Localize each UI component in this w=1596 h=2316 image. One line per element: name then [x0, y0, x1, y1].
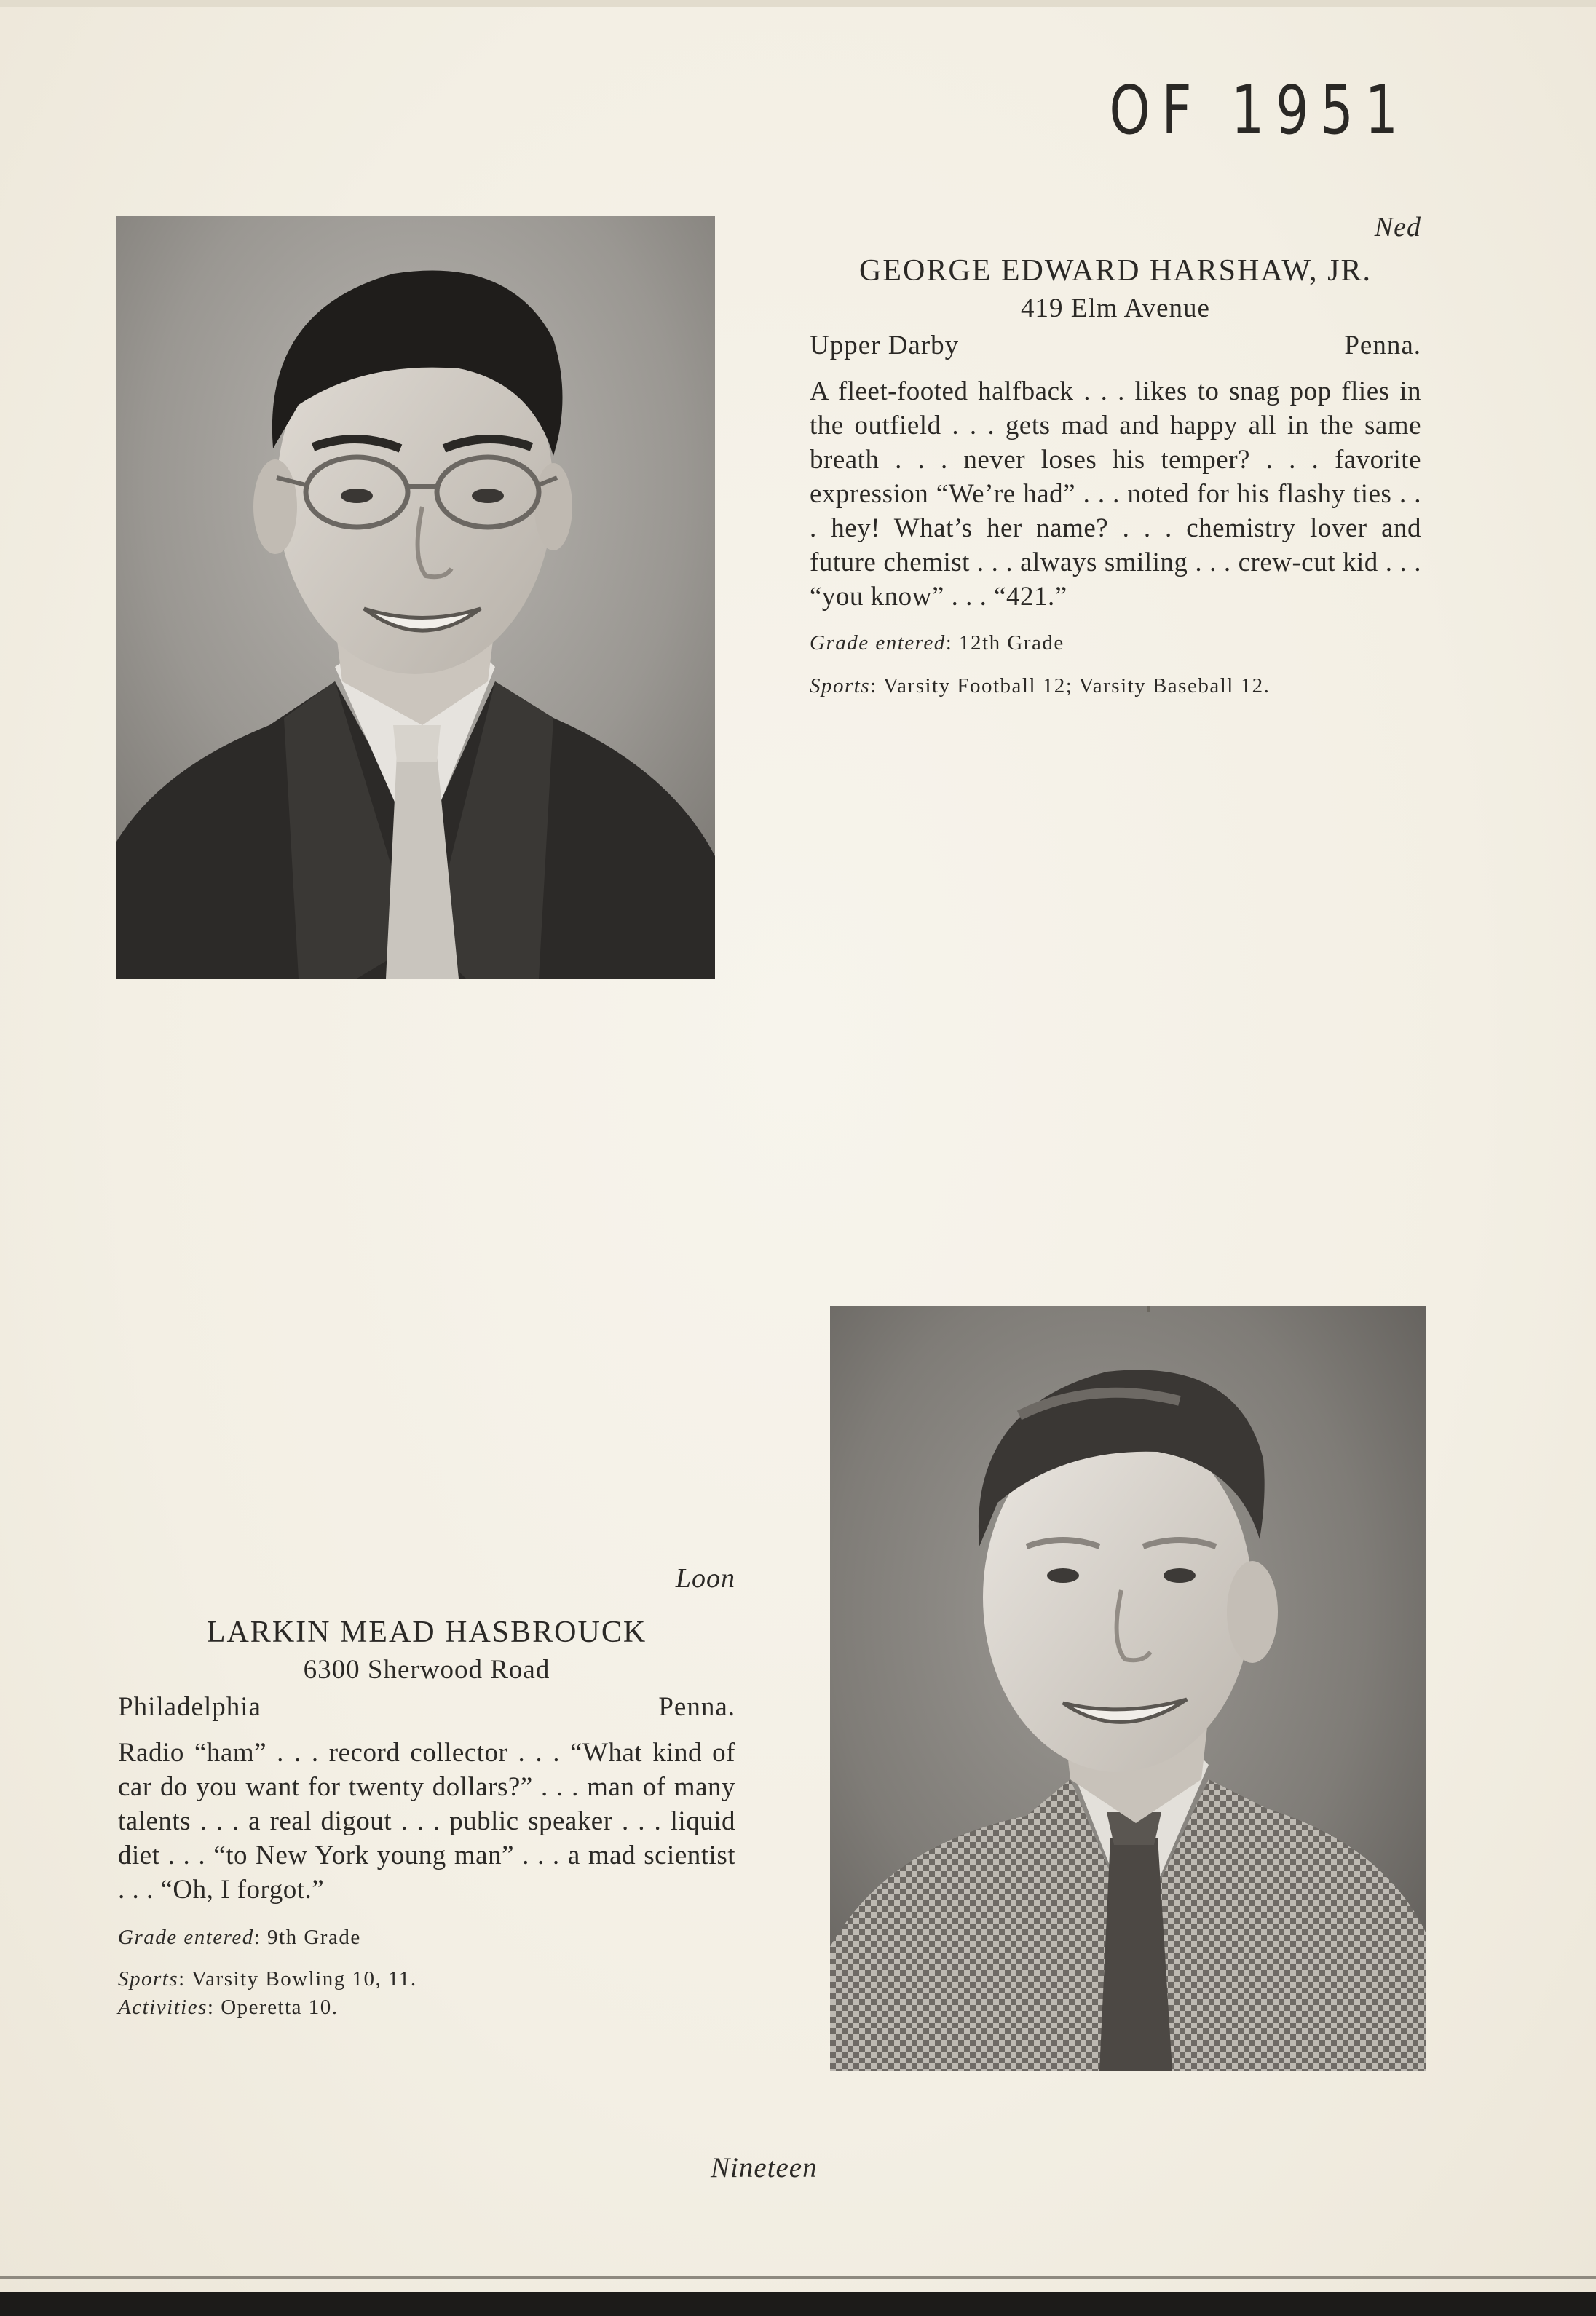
student-entry-harshaw	[810, 211, 1421, 698]
sports-label: Sports	[118, 1967, 179, 1991]
student-nickname: Loon	[675, 1563, 735, 1594]
student-activities: Activities: Operetta 10.	[118, 1996, 339, 2019]
student-city: Philadelphia	[118, 1692, 261, 1722]
student-bio: Radio “ham” . . . record collector . . . “What kind of car do you want for twenty dollars?” . . . man of many talents . . . a real digout . . . public speaker . . . liquid diet . . . “to New York young man” . . . a mad scientist . . . “Oh, I forgot.”	[118, 1738, 735, 1905]
student-state: Penna.	[1344, 331, 1421, 360]
student-grade-entered: Grade entered: 9th Grade	[118, 1926, 361, 1949]
student-nickname: Ned	[1374, 212, 1421, 242]
page-header-title: OF 1951	[1109, 71, 1410, 149]
student-city-line	[118, 1691, 735, 1723]
portrait-photo-hasbrouck	[830, 1306, 1426, 2071]
grade-label: Grade entered	[118, 1926, 254, 1949]
bottom-binding-bar	[0, 2292, 1596, 2316]
top-page-edge	[0, 0, 1596, 7]
student-bio: A fleet-footed halfback . . . likes to snag pop flies in the outfield . . . gets mad and happy all in the same breath . . . never loses his temper? . . . favorite expression “We’re had” . . . noted for his flashy ties . . . hey! What’s her name? . . . chemistry lover and future chemist . . . always smiling . . . crew-cut kid . . . “you know” . . . “421.”	[810, 376, 1421, 612]
portrait-illustration-harshaw	[116, 216, 715, 979]
portrait-photo-harshaw	[116, 216, 715, 979]
student-state: Penna.	[658, 1692, 735, 1722]
sports-value: Varsity Football 12; Varsity Baseball 12.	[882, 674, 1271, 697]
student-grade-entered: Grade entered: 12th Grade	[810, 631, 1064, 655]
bottom-rule	[0, 2276, 1596, 2279]
student-city-line	[810, 330, 1421, 361]
activities-value: Operetta 10.	[221, 1996, 339, 2019]
activities-label: Activities	[118, 1996, 208, 2019]
sports-label: Sports	[810, 674, 871, 697]
student-sports: Sports: Varsity Football 12; Varsity Baseball 12.	[810, 674, 1271, 697]
grade-value: 9th Grade	[267, 1926, 361, 1949]
student-entry-hasbrouck	[118, 1562, 735, 2020]
sports-value: Varsity Bowling 10, 11.	[191, 1967, 417, 1991]
student-name: GEORGE EDWARD HARSHAW, JR.	[859, 254, 1372, 288]
student-street-address: 6300 Sherwood Road	[303, 1655, 550, 1685]
grade-value: 12th Grade	[959, 631, 1064, 655]
page-number-word: Nineteen	[711, 2152, 818, 2183]
student-name: LARKIN MEAD HASBROUCK	[206, 1616, 647, 1649]
student-street-address: 419 Elm Avenue	[1021, 293, 1210, 323]
student-city: Upper Darby	[810, 331, 960, 360]
student-sports: Sports: Varsity Bowling 10, 11.	[118, 1967, 417, 1991]
grade-label: Grade entered	[810, 631, 946, 655]
print-mark	[1147, 1306, 1150, 1312]
portrait-illustration-hasbrouck	[830, 1306, 1426, 2071]
